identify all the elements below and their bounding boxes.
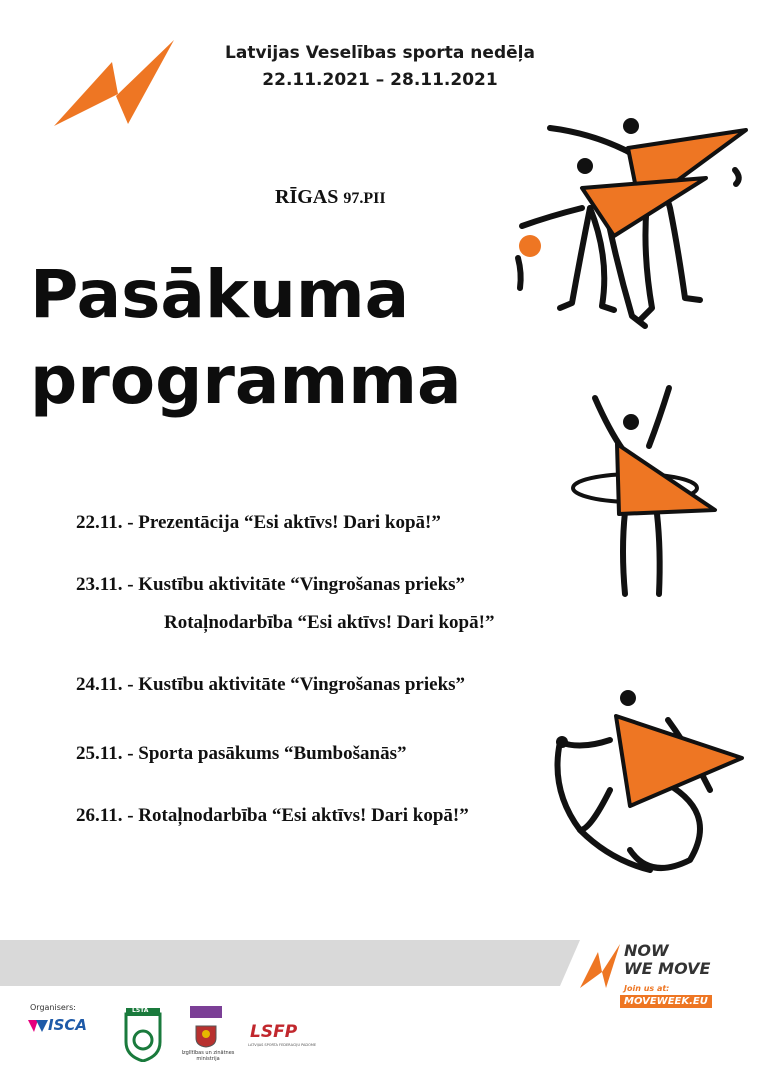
figures-ball-illustration (510, 108, 755, 333)
program-item: 26.11. - Rotaļnodarbība “Esi aktīvs! Dari kopā!” (76, 805, 469, 826)
lsfp-text: LSFP (250, 1022, 298, 1042)
brand-line2: WE MOVE (624, 959, 711, 978)
event-title: Latvijas Veselības sporta nedēļa (225, 43, 535, 63)
isca-logo (28, 1016, 100, 1038)
organisers-label: Organisers: (30, 1003, 76, 1012)
moveweek-logo (52, 38, 177, 130)
page-title-line2: programma (30, 342, 462, 419)
organization-name (275, 186, 386, 209)
lsta-text: LSTA (132, 1007, 149, 1014)
brand-line1: NOW (624, 941, 669, 960)
program-item: 25.11. - Sporta pasākums “Bumbošanās” (76, 743, 407, 764)
organization-number: 97.PII (343, 190, 386, 207)
lsta-shield-icon (124, 1006, 162, 1062)
jumping-figure-illustration (550, 680, 750, 880)
program-item: 22.11. - Prezentācija “Esi aktīvs! Dari kopā!” (76, 512, 441, 533)
event-header (190, 40, 570, 94)
moveweek-url: MOVEWEEK.EU (620, 995, 712, 1008)
ministry-logo (180, 1006, 240, 1068)
program-item: Rotaļnodarbība “Esi aktīvs! Dari kopā!” (164, 612, 495, 633)
organization-city: RĪGAS (275, 186, 339, 208)
page-title (30, 252, 462, 424)
isca-mark-icon (28, 1018, 48, 1034)
isca-text: ISCA (48, 1016, 88, 1034)
event-dates: 22.11.2021 – 28.11.2021 (262, 70, 498, 90)
lsta-logo (124, 1006, 162, 1062)
lsfp-subtitle: LATVIJAS SPORTA FEDERĀCIJU PADOME (248, 1043, 317, 1047)
program-item: 24.11. - Kustību aktivitāte “Vingrošanas prieks” (76, 674, 466, 695)
hula-hoop-illustration (565, 380, 730, 600)
program-item: 23.11. - Kustību aktivitāte “Vingrošanas prieks” (76, 574, 466, 595)
now-we-move-logo (580, 938, 730, 1020)
page-title-line1: Pasākuma (30, 256, 410, 333)
moveweek-small-icon (580, 942, 620, 990)
ministry-bar (190, 1006, 222, 1018)
join-label: Join us at: (624, 984, 670, 993)
ministry-text: Izglītības un zinātnes ministrija (181, 1050, 235, 1062)
ministry-crest-icon (192, 1022, 220, 1048)
lsfp-logo (248, 1022, 324, 1052)
